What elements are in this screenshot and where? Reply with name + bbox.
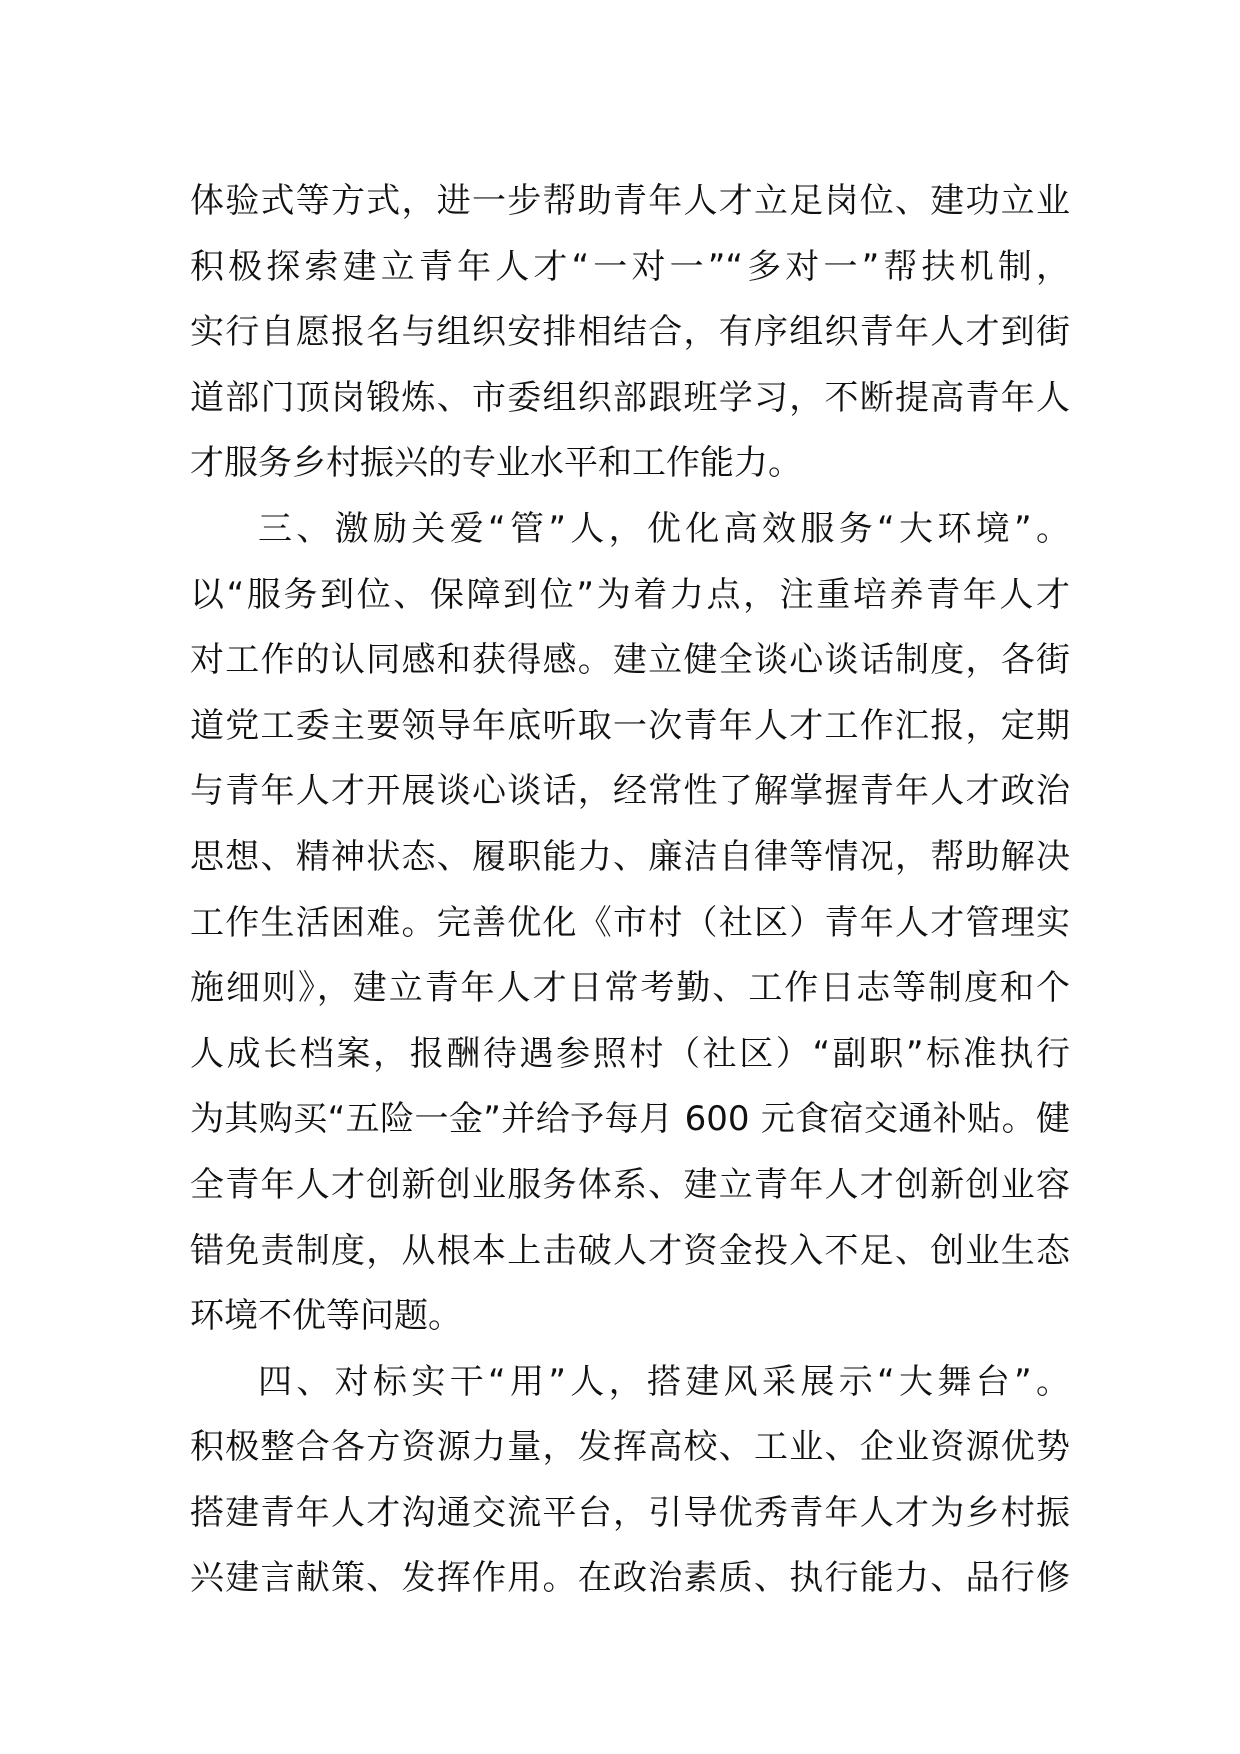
text-line: 才服务乡村振兴的专业水平和工作能力。 [190,443,802,484]
text-line: 对工作的认同感和获得感。建立健全谈心谈话制度，各街 [190,640,1070,681]
text-line: 搭建青年人才沟通交流平台，引导优秀青年人才为乡村振 [190,1492,1070,1533]
text-line: 道党工委主要领导年底听取一次青年人才工作汇报，定期 [190,705,1070,746]
section-heading-4: 四、对标实干“用”人，搭建风采展示“大舞台”。 [258,1361,1070,1402]
text-line: 兴建言献策、发挥作用。在政治素质、执行能力、品行修 [190,1558,1070,1599]
text-line: 积极整合各方资源力量，发挥高校、工业、企业资源优势 [190,1427,1070,1468]
document-body [190,169,1070,1612]
section-heading-3: 三、激励关爱“管”人，优化高效服务“大环境”。 [258,508,1070,549]
text-line: 为其购买“五险一金”并给予每月 600 元食宿交通补贴。健 [190,1099,1070,1140]
text-line: 思想、精神状态、履职能力、廉洁自律等情况，帮助解决 [190,836,1070,877]
text-line: 全青年人才创新创业服务体系、建立青年人才创新创业容 [190,1164,1070,1205]
text-line: 积极探索建立青年人才“一对一”“多对一”帮扶机制， [190,246,1070,287]
text-line: 施细则》，建立青年人才日常考勤、工作日志等制度和个 [190,968,1070,1009]
text-line: 环境不优等问题。 [190,1296,462,1337]
text-line: 体验式等方式，进一步帮助青年人才立足岗位、建功立业 [190,181,1070,221]
text-line: 工作生活困难。完善优化《市村（社区）青年人才管理实 [190,902,1070,943]
text-line: 人成长档案，报酬待遇参照村（社区）“副职”标准执行 [190,1033,1070,1074]
text-line: 与青年人才开展谈心谈话，经常性了解掌握青年人才政治 [190,771,1070,812]
text-line: 以“服务到位、保障到位”为着力点，注重培养青年人才 [190,574,1070,615]
text-line: 错免责制度，从根本上击破人才资金投入不足、创业生态 [190,1230,1070,1271]
text-line: 道部门顶岗锻炼、市委组织部跟班学习，不断提高青年人 [190,377,1070,418]
text-line: 实行自愿报名与组织安排相结合，有序组织青年人才到街 [190,312,1070,353]
